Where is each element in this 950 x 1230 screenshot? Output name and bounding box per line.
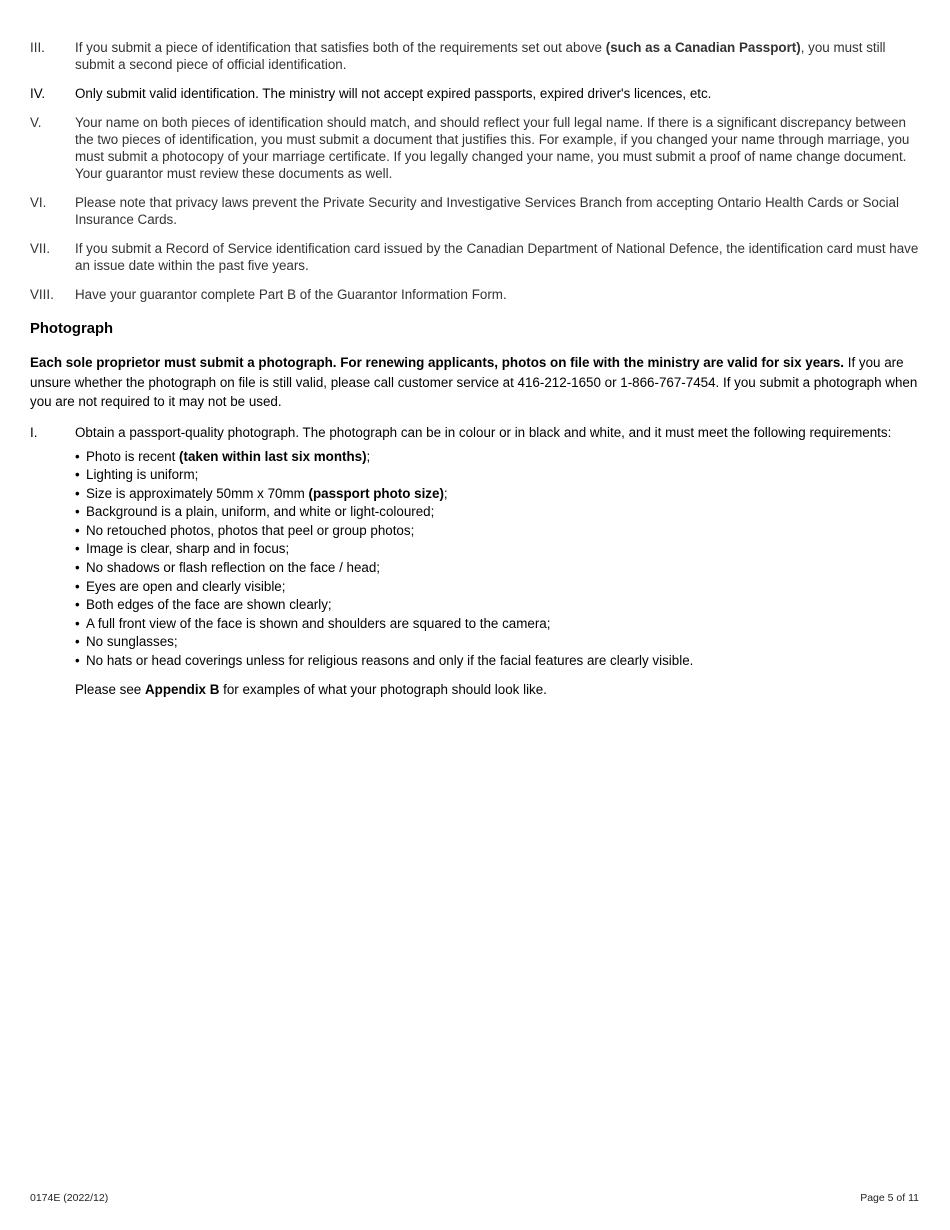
- bullet-icon: •: [75, 578, 80, 594]
- appendix-note: Please see Appendix B for examples of what your photograph should look like.: [75, 681, 547, 697]
- bullet-icon: •: [75, 560, 80, 576]
- bullet-icon: •: [75, 467, 80, 483]
- bullet-icon: •: [75, 634, 80, 650]
- form-code: 0174E (2022/12): [30, 1192, 109, 1204]
- list-item: • Background is a plain, uniform, and white or light-coloured;: [75, 503, 920, 522]
- item-number: III.: [30, 40, 45, 55]
- item-number: VI.: [30, 195, 47, 210]
- item-text: Only submit valid identification. The ministry will not accept expired passports, expired driver's licences, etc.: [75, 86, 712, 101]
- list-item: • No hats or head coverings unless for religious reasons and only if the facial features are clearly visible.: [75, 652, 920, 671]
- page-number: Page 5 of 11: [860, 1192, 919, 1204]
- item-text: If you submit a piece of identification that satisfies both of the requirements set out above (such as a Canadian Passport), you must still submit a second piece of official identification.: [75, 40, 886, 72]
- bullet-icon: •: [75, 485, 80, 501]
- bullet-icon: •: [75, 615, 80, 631]
- bullet-icon: •: [75, 448, 80, 464]
- list-item: • No sunglasses;: [75, 633, 920, 652]
- requirement-item-3: [30, 39, 920, 73]
- list-item: • Eyes are open and clearly visible;: [75, 578, 920, 597]
- list-item: • A full front view of the face is shown and shoulders are squared to the camera;: [75, 615, 920, 634]
- photo-requirements-list: [75, 448, 920, 671]
- item-number: V.: [30, 115, 42, 130]
- bullet-icon: •: [75, 597, 80, 613]
- requirement-item-6: [30, 194, 920, 228]
- item-text: If you submit a Record of Service identification card issued by the Canadian Department of National Defence, the identification card must have an issue date within the past five years.: [75, 241, 919, 273]
- list-item: • No retouched photos, photos that peel or group photos;: [75, 522, 920, 541]
- requirement-item-8: [30, 286, 920, 303]
- list-item: • Photo is recent (taken within last six months);: [75, 448, 920, 467]
- item-number: VII.: [30, 241, 51, 256]
- item-number: IV.: [30, 86, 46, 101]
- photograph-intro: Each sole proprietor must submit a photograph. For renewing applicants, photos on file with the ministry are valid for six years. If you are unsure whether the photograph on file is still valid, please call customer service at 416-212-1650 or 1-866-767-7454. If you submit a photograph when you are not required to it may not be used.: [30, 355, 918, 409]
- requirement-item-5: [30, 114, 920, 182]
- item-text: Have your guarantor complete Part B of the Guarantor Information Form.: [75, 287, 507, 302]
- canadian-passport-note: (such as a Canadian Passport): [605, 40, 801, 55]
- bullet-icon: •: [75, 653, 80, 669]
- list-item: • Both edges of the face are shown clearly;: [75, 596, 920, 615]
- bullet-icon: •: [75, 541, 80, 557]
- photograph-heading: Photograph: [30, 321, 114, 337]
- item-number: I.: [30, 424, 38, 440]
- bullet-icon: •: [75, 504, 80, 520]
- bullet-icon: •: [75, 522, 80, 538]
- item-text: Obtain a passport-quality photograph. The photograph can be in colour or in black and white, and it must meet the following requirements:: [75, 424, 892, 440]
- item-number: VIII.: [30, 287, 54, 302]
- requirement-item-4: [30, 85, 920, 102]
- list-item: • No shadows or flash reflection on the face / head;: [75, 559, 920, 578]
- list-item: • Lighting is uniform;: [75, 466, 920, 485]
- list-item: • Image is clear, sharp and in focus;: [75, 540, 920, 559]
- item-text: Please note that privacy laws prevent the Private Security and Investigative Services Branch from accepting Ontario Health Cards or Social Insurance Cards.: [75, 195, 899, 227]
- document-page: [30, 39, 920, 698]
- appendix-b-reference: Appendix B: [144, 681, 220, 697]
- item-text: Your name on both pieces of identification should match, and should reflect your full legal name. If there is a significant discrepancy between the two pieces of identification, you must submit a document that justifies this. For example, if you changed your name through marriage, you must submit a photocopy of your marriage certificate. If you legally changed your name, you must submit a proof of name change document. Your guarantor must review these documents as well.: [75, 115, 910, 181]
- list-item: • Size is approximately 50mm x 70mm (passport photo size);: [75, 485, 920, 504]
- photograph-item-1: [30, 424, 920, 671]
- requirement-item-7: [30, 240, 920, 274]
